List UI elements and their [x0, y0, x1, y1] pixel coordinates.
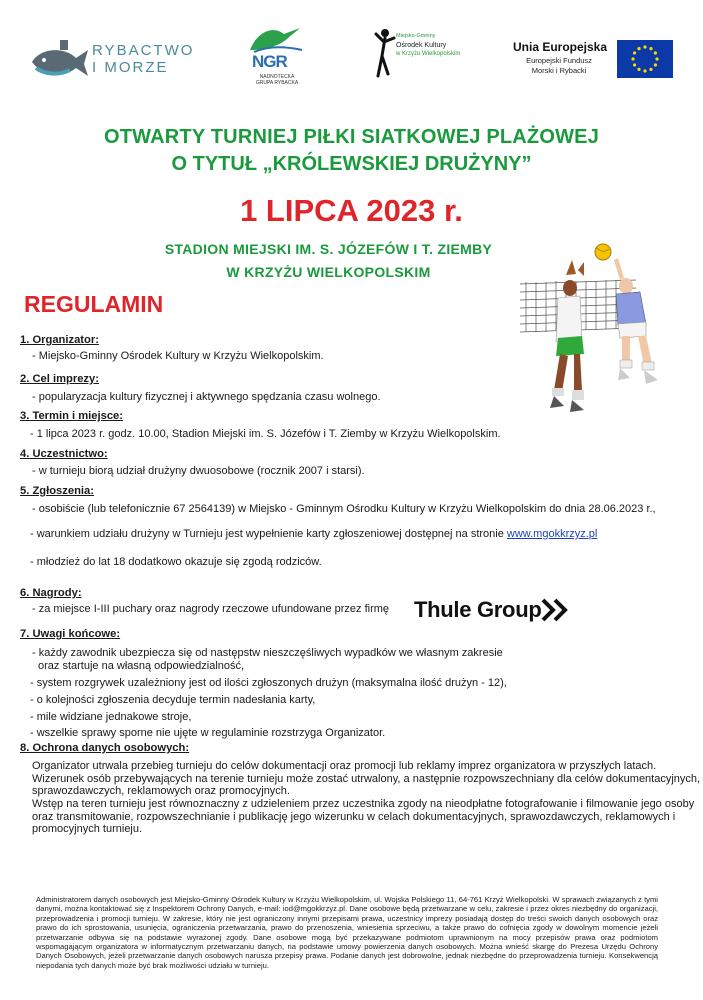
- remark-1-cont: oraz startuje na własną odpowiedzialność,: [38, 660, 245, 672]
- eu-flag-icon: [617, 40, 673, 78]
- regulamin-heading: REGULAMIN: [24, 291, 164, 317]
- data-protection-paragraph-1: Organizator utrwala przebieg turnieju do celów dokumentacji oraz promocji lub reklamy imprez organizatora w przyszłych latach. Wizerunek osób przebywających na terenie turnieju może zostać utrwalony, a następnie rozpowszechniany dla celów dokumentacyjnych, sprawozdawczych, reklamowych oraz promocyjnych.: [32, 760, 701, 798]
- participation-text: - w turnieju biorą udział drużyny dwuosobowe (rocznik 2007 i starsi).: [32, 465, 365, 477]
- organizer-text: - Miejsko-Gminny Ośrodek Kultury w Krzyżu Wielkopolskim.: [32, 350, 324, 362]
- section-participation-heading: 4. Uczestnictwo:: [20, 448, 108, 460]
- ngr-logo: [244, 24, 308, 94]
- ngr-letters: NGR: [252, 52, 287, 71]
- section-applications-heading: 5. Zgłoszenia:: [20, 485, 94, 497]
- fish-icon: [30, 38, 90, 80]
- event-title-line2: O TYTUŁ „KRÓLEWSKIEJ DRUŻYNY”: [171, 153, 532, 175]
- website-link[interactable]: www.mgokkrzyz.pl: [506, 528, 598, 540]
- remark-1: - każdy zawodnik ubezpiecza się od następstw nieszczęśliwych wypadków we własnym zakresie: [32, 647, 503, 659]
- section-data-protection-heading: 8. Ochrona danych osobowych:: [20, 742, 190, 754]
- heron-icon: [244, 24, 308, 54]
- section-organizer-heading: 1. Organizator:: [20, 334, 99, 346]
- rybactwo-line1: RYBACTWO: [92, 42, 195, 59]
- mgok-line1: Miejsko-Gminny: [396, 33, 436, 39]
- ngr-sub2: GRUPA RYBACKA: [255, 80, 299, 86]
- dancer-icon: [374, 28, 396, 78]
- mgok-line2: Ośrodek Kultury: [396, 42, 447, 49]
- venue-line1: STADION MIEJSKI IM. S. JÓZEFÓW I T. ZIEMBY: [164, 241, 493, 257]
- rybactwo-line2: I MORZE: [92, 59, 169, 76]
- prizes-text: - za miejsce I-III puchary oraz nagrody rzeczowe ufundowane przez firmę: [32, 603, 390, 615]
- section-date-place-heading: 3. Termin i miejsce:: [20, 410, 124, 422]
- volleyball-players-illustration: [518, 240, 668, 415]
- data-protection-paragraph-2: Wstęp na teren turnieju jest równoznaczny z udzieleniem przez uczestnika zgody na nieodpłatne fotografowanie i filmowanie jego osoby oraz transmitowanie, rozpowszechnianie i publikację jego wizerunku w celach dokumentacyjnych, sprawozdawczych, reklamowych i promocyjnych turnieju.: [32, 798, 695, 836]
- eu-title: Unia Europejska: [513, 40, 608, 54]
- mgok-line3: w Krzyżu Wielkopolskim: [396, 51, 461, 57]
- logo-bar: [0, 0, 703, 110]
- section-final-remarks-heading: 7. Uwagi końcowe:: [20, 628, 121, 640]
- event-date: 1 LIPCA 2023 r.: [240, 193, 463, 228]
- event-title-line1: OTWARTY TURNIEJ PIŁKI SIATKOWEJ PLAŻOWEJ: [103, 126, 600, 148]
- applications-text-1: - osobiście (lub telefonicznie 67 2564139) w Miejsko - Gminnym Ośrodku Kultury w Krzyżu Wielkopolskim do dnia 28.06.2023 r.,: [32, 503, 656, 515]
- remark-2: - system rozgrywek uzależniony jest od ilości zgłoszonych drużyn (maksymalna ilość drużyn - 12),: [30, 677, 507, 689]
- gdpr-footer: Administratorem danych osobowych jest Miejsko-Gminny Ośrodek Kultury w Krzyżu Wielkopolskim, ul. Wojska Polskiego 11, 64-761 Krzyż Wielkopolski. W sprawach związanych z tymi danymi, można kontaktować się z Inspektorem Ochrony Danych, e-mail: iod@mgokkrzyz.pl. Dane osobowe będą przetwarzane w celu, zakresie i przez okres niezbędny do organizacji, przeprowadzenia i promocji turnieju. W zakresie, który nie jest ograniczony innymi przepisami prawa, uczestnicy imprezy posiadają dostęp do treści swoich danych osobowych oraz prawo do ich sprostowania, usunięcia, ograniczenia przetwarzania, prawo do przenoszenia, wniesienia sprzeciwu, a także prawo do cofnięcia zgody w dowolnym momencie jeżeli przetwarzanie odbywa się na podstawie wyrażonej zgody. Dane osobowe mogą być przekazywane podmiotom uprawnionym na mocy przepisów prawa oraz podmiotom wspomagającym organizatora w informatycznym przetwarzaniu danych, na podstawie umowy powierzenia danych osobowych. Można wnieść skargę do Prezesa Urzędu Ochrony Danych Osobowych, jeżeli przetwarzanie danych osobowych narusza przepisy prawa. Podanie danych jest dobrowolne, jednak niezbędne do przeprowadzenia turnieju. Konsekwencją niepodania tych danych może być brak możliwości udziału w turnieju.: [36, 895, 658, 970]
- rybactwo-logo: [30, 38, 195, 80]
- applications-text-2: [30, 528, 597, 541]
- date-place-text: - 1 lipca 2023 r. godz. 10.00, Stadion Miejski im. S. Józefów i T. Ziemby w Krzyżu Wielkopolskim.: [30, 428, 501, 440]
- thule-group-logo: Thule Group: [414, 597, 542, 622]
- eu-line1: Europejski Fundusz: [526, 56, 592, 65]
- eu-line2: Morski i Rybacki: [531, 66, 587, 75]
- eu-logo: [505, 38, 675, 80]
- remark-3: - o kolejności zgłoszenia decyduje termin nadesłania karty,: [30, 694, 316, 706]
- applications-text-2-label: - warunkiem udziału drużyny w Turnieju jest wypełnienie karty zgłoszeniowej dostępnej na stronie: [30, 528, 507, 540]
- venue-line2: W KRZYŻU WIELKOPOLSKIM: [226, 264, 431, 280]
- ngr-sub1: NADNOTECKA: [259, 74, 295, 80]
- applications-text-3: - młodzież do lat 18 dodatkowo okazuje się zgodą rodziców.: [30, 556, 322, 568]
- remark-4: - mile widziane jednakowe stroje,: [30, 711, 192, 723]
- purpose-text: - popularyzacja kultury fizycznej i aktywnego spędzania czasu wolnego.: [32, 391, 381, 403]
- section-purpose-heading: 2. Cel imprezy:: [20, 373, 99, 385]
- remark-5: - wszelkie sprawy sporne nie ujęte w regulaminie rozstrzyga Organizator.: [30, 727, 386, 739]
- mgok-logo: [374, 28, 474, 80]
- section-prizes-heading: 6. Nagrody:: [20, 587, 82, 599]
- thule-chevrons-icon: [541, 598, 571, 622]
